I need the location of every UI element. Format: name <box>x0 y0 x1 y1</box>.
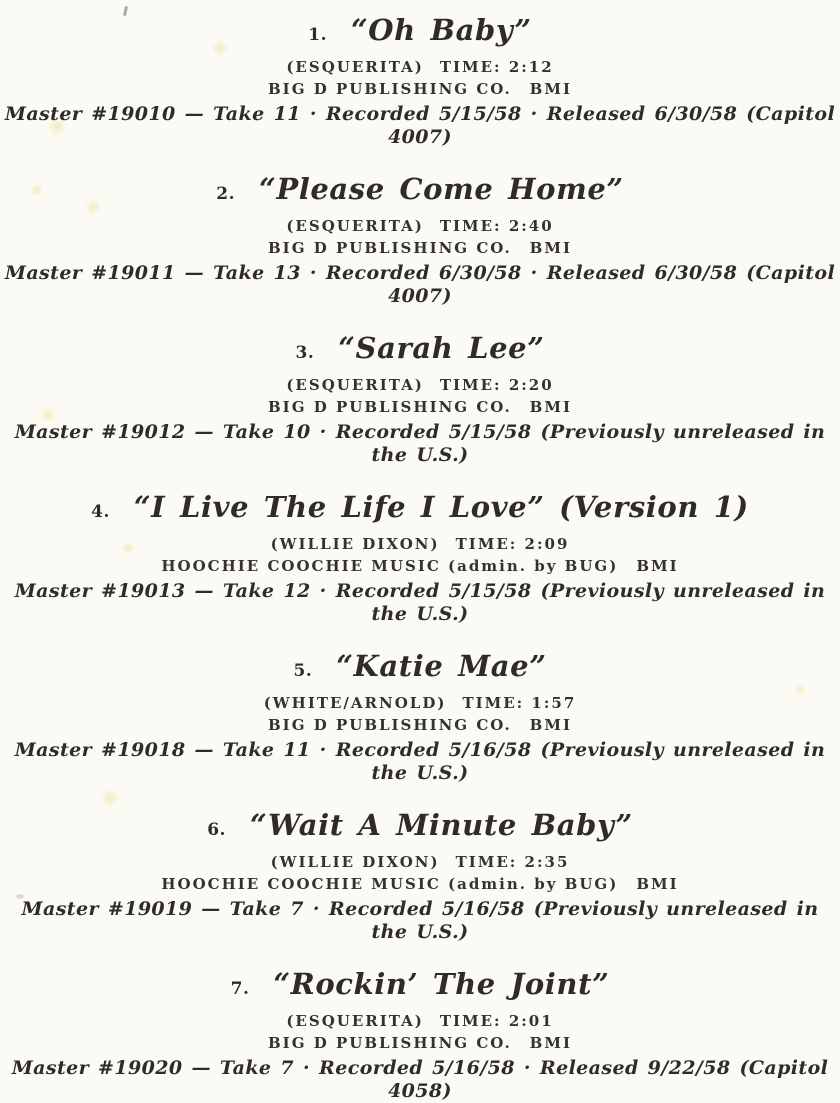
track-entry <box>0 489 840 626</box>
publisher-row <box>0 397 840 418</box>
track-title: “Please Come Home” <box>259 172 624 206</box>
publisher-row <box>0 556 840 577</box>
composer-credit: (WHITE/ARNOLD) <box>263 694 447 712</box>
composer-credit: (ESQUERITA) <box>286 217 424 235</box>
track-entry <box>0 807 840 944</box>
track-entry <box>0 648 840 785</box>
rights-org: BMI <box>529 1034 572 1052</box>
master-info-line: Master #19019 — Take 7 · Recorded 5/16/58 (Previously unreleased in the U.S.) <box>21 898 819 943</box>
track-title: “Rockin’ The Joint” <box>273 967 610 1001</box>
track-title-row <box>0 330 840 371</box>
track-title: “Sarah Lee” <box>338 331 545 365</box>
master-info-line: Master #19011 — Take 13 · Recorded 6/30/58 · Released 6/30/58 (Capitol 4007) <box>4 262 836 307</box>
credit-row <box>0 1011 840 1032</box>
credit-row <box>0 216 840 237</box>
rights-org: BMI <box>529 398 572 416</box>
track-title: “I Live The Life I Love” (Version 1) <box>133 490 749 524</box>
track-title: “Katie Mae” <box>336 649 547 683</box>
track-entry <box>0 966 840 1103</box>
track-title-row <box>0 171 840 212</box>
track-title-row <box>0 966 840 1007</box>
composer-credit: (WILLIE DIXON) <box>270 535 440 553</box>
time-value: TIME: 2:40 <box>439 217 554 235</box>
publisher-row <box>0 874 840 895</box>
track-entry <box>0 12 840 149</box>
track-title-row <box>0 648 840 689</box>
composer-credit: (ESQUERITA) <box>286 58 424 76</box>
publisher-name: BIG D PUBLISHING CO. <box>268 398 512 416</box>
publisher-name: BIG D PUBLISHING CO. <box>268 1034 512 1052</box>
master-info-line: Master #19020 — Take 7 · Recorded 5/16/58 · Released 9/22/58 (Capitol 4058) <box>11 1057 829 1102</box>
track-title: “Wait A Minute Baby” <box>249 808 633 842</box>
track-number: 2. <box>216 184 236 204</box>
rights-org: BMI <box>636 557 679 575</box>
rights-org: BMI <box>529 239 572 257</box>
track-number: 3. <box>295 343 315 363</box>
master-info-line: Master #19010 — Take 11 · Recorded 5/15/58 · Released 6/30/58 (Capitol 4007) <box>4 103 836 148</box>
rights-org: BMI <box>636 875 679 893</box>
master-info-line: Master #19012 — Take 10 · Recorded 5/15/58 (Previously unreleased in the U.S.) <box>14 421 826 466</box>
publisher-name: BIG D PUBLISHING CO. <box>268 239 512 257</box>
track-title-row <box>0 489 840 530</box>
track-entry <box>0 330 840 467</box>
track-title-row <box>0 807 840 848</box>
publisher-name: BIG D PUBLISHING CO. <box>268 80 512 98</box>
publisher-row <box>0 715 840 736</box>
track-title-row <box>0 12 840 53</box>
paper-stain <box>16 894 24 899</box>
composer-credit: (ESQUERITA) <box>286 376 424 394</box>
rights-org: BMI <box>529 80 572 98</box>
credit-row <box>0 534 840 555</box>
time-value: TIME: 2:12 <box>439 58 554 76</box>
time-value: TIME: 2:20 <box>439 376 554 394</box>
track-number: 4. <box>91 502 110 522</box>
track-entry <box>0 171 840 308</box>
track-title: “Oh Baby” <box>351 13 532 47</box>
track-number: 5. <box>293 661 313 681</box>
master-info-line: Master #19013 — Take 12 · Recorded 5/15/58 (Previously unreleased in the U.S.) <box>14 580 826 625</box>
time-value: TIME: 2:01 <box>439 1012 554 1030</box>
composer-credit: (ESQUERITA) <box>286 1012 424 1030</box>
track-number: 1. <box>308 25 328 45</box>
publisher-row <box>0 79 840 100</box>
time-value: TIME: 1:57 <box>462 694 577 712</box>
time-value: TIME: 2:09 <box>455 535 570 553</box>
rights-org: BMI <box>529 716 572 734</box>
publisher-row <box>0 238 840 259</box>
credit-row <box>0 693 840 714</box>
publisher-row <box>0 1033 840 1054</box>
publisher-name: BIG D PUBLISHING CO. <box>268 716 512 734</box>
publisher-name: HOOCHIE COOCHIE MUSIC (admin. by BUG) <box>161 875 619 893</box>
track-number: 7. <box>230 979 250 999</box>
credit-row <box>0 57 840 78</box>
credit-row <box>0 852 840 873</box>
master-info-line: Master #19018 — Take 11 · Recorded 5/16/58 (Previously unreleased in the U.S.) <box>14 739 826 784</box>
track-number: 6. <box>207 820 226 840</box>
publisher-name: HOOCHIE COOCHIE MUSIC (admin. by BUG) <box>161 557 619 575</box>
credit-row <box>0 375 840 396</box>
time-value: TIME: 2:35 <box>455 853 570 871</box>
composer-credit: (WILLIE DIXON) <box>270 853 440 871</box>
